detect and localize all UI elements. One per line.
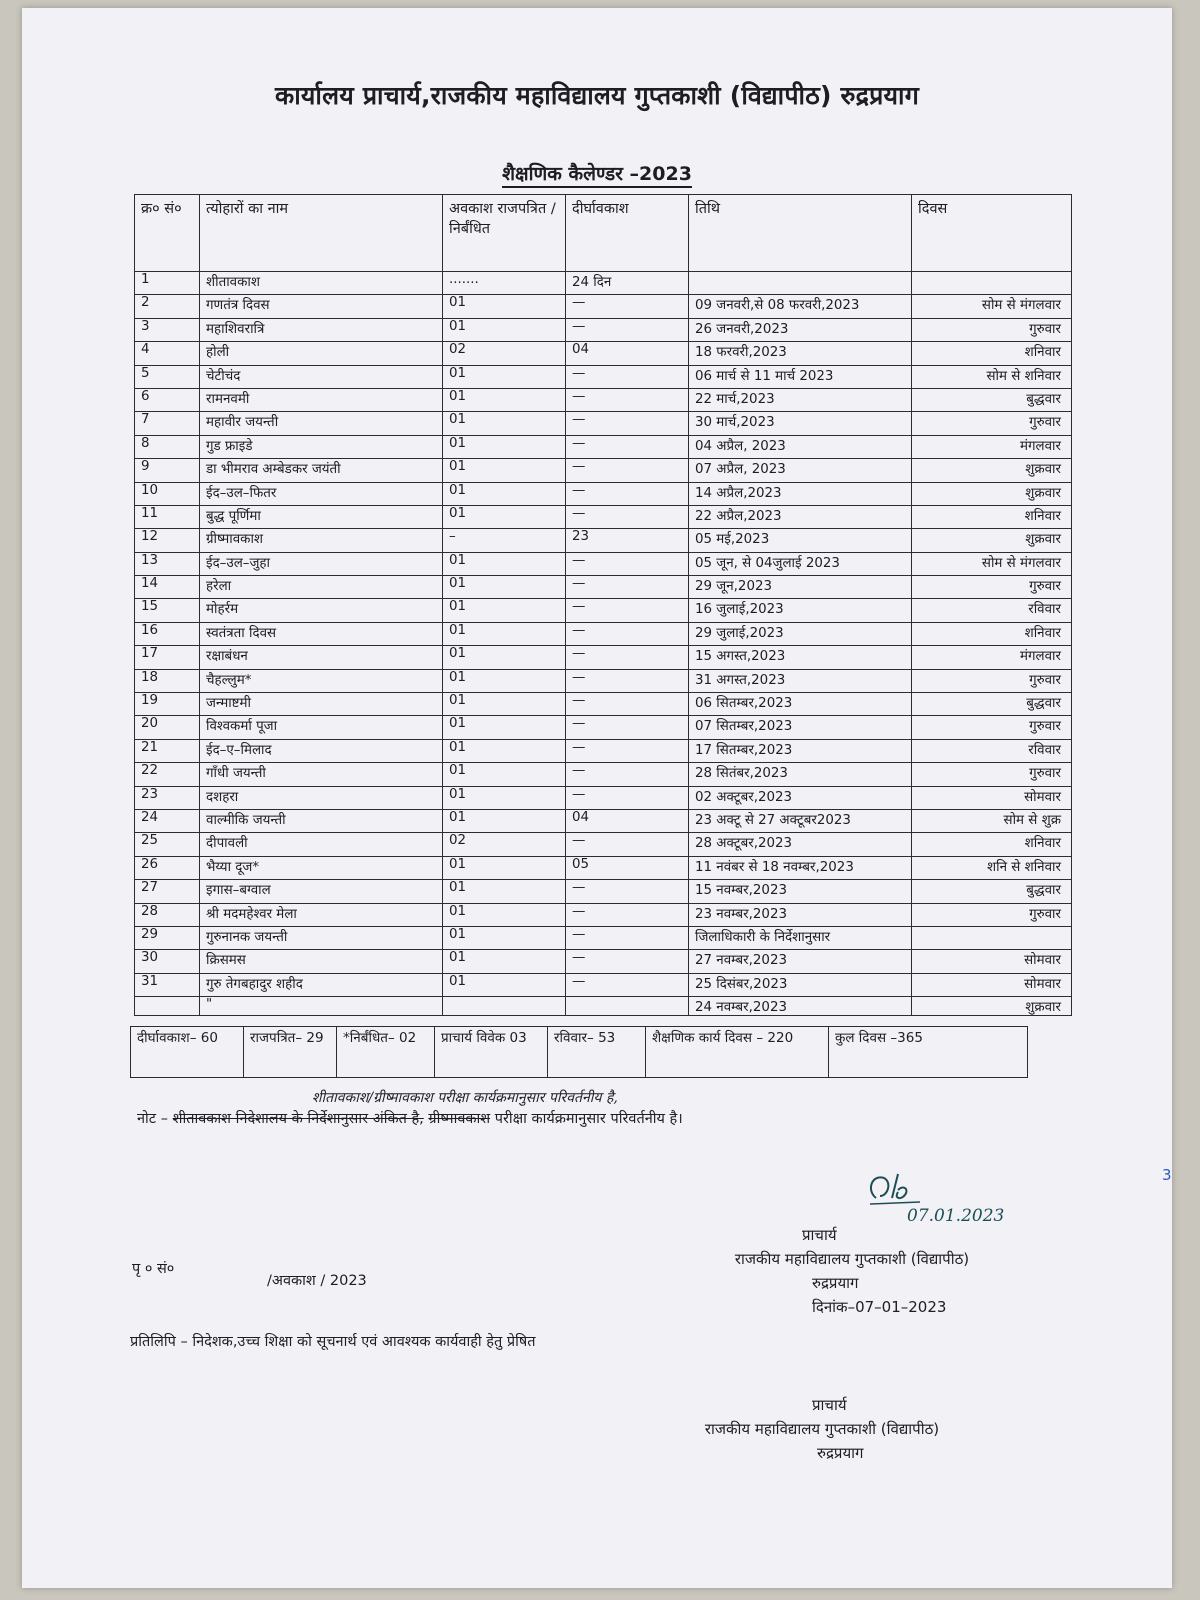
row-leave: 01: [443, 505, 566, 528]
row-long-leave: —: [566, 576, 689, 599]
copy-line: प्रतिलिपि – निदेशक,उच्च शिक्षा को सूचनार्थ एवं आवश्यक कार्यवाही हेतु प्रेषित: [130, 1334, 536, 1350]
row-day-extra: शुक्रवार: [912, 997, 1072, 1016]
table-row: [135, 763, 1072, 786]
row-leave: 01: [443, 950, 566, 973]
row-long-leave: —: [566, 926, 689, 949]
table-row: [135, 412, 1072, 435]
row-festival: रामनवमी: [200, 388, 443, 411]
row-date: 22 अप्रैल,2023: [689, 505, 912, 528]
row-leave: 01: [443, 716, 566, 739]
row-date: 26 जनवरी,2023: [689, 318, 912, 341]
row-serial: 25: [135, 833, 200, 856]
row-leave: 01: [443, 295, 566, 318]
row-leave: 01: [443, 646, 566, 669]
note-text: परीक्षा कार्यक्रमानुसार परिवर्तनीय है।: [494, 1111, 683, 1127]
row-leave: 01: [443, 973, 566, 996]
row-festival: जन्माष्टमी: [200, 693, 443, 716]
row-leave: –: [443, 529, 566, 552]
row-festival: रक्षाबंधन: [200, 646, 443, 669]
table-row: [135, 693, 1072, 716]
row-festival: मोहर्रम: [200, 599, 443, 622]
summary-total-days: कुल दिवस –365: [829, 1027, 1028, 1078]
row-festival: भैय्या दूज*: [200, 856, 443, 879]
col-serial: क्र० सं०: [135, 195, 200, 272]
table-row: [135, 926, 1072, 949]
table-row: [135, 459, 1072, 482]
row-date: 16 जुलाई,2023: [689, 599, 912, 622]
row-day: शनि से शनिवार: [912, 856, 1072, 879]
row-date: 23 अक्टू से 27 अक्टूबर2023: [689, 809, 912, 832]
table-row: [135, 646, 1072, 669]
row-date: जिलाधिकारी के निर्देशानुसार: [689, 926, 912, 949]
row-date: 17 सितम्बर,2023: [689, 739, 912, 762]
table-row: [135, 833, 1072, 856]
row-date: 31 अगस्त,2023: [689, 669, 912, 692]
row-date: 28 अक्टूबर,2023: [689, 833, 912, 856]
row-leave: 01: [443, 693, 566, 716]
row-leave: 01: [443, 926, 566, 949]
summary-gazetted: राजपत्रित– 29: [244, 1027, 337, 1078]
row-date: 02 अक्टूबर,2023: [689, 786, 912, 809]
row-day: शनिवार: [912, 342, 1072, 365]
row-date: 29 जुलाई,2023: [689, 622, 912, 645]
row-date: 14 अप्रैल,2023: [689, 482, 912, 505]
row-date: 07 सितम्बर,2023: [689, 716, 912, 739]
row-leave: 01: [443, 669, 566, 692]
row-serial: 21: [135, 739, 200, 762]
row-leave: 01: [443, 435, 566, 458]
table-row: [135, 950, 1072, 973]
row-serial-extra: [135, 997, 200, 1016]
row-festival: गुरुनानक जयन्ती: [200, 926, 443, 949]
row-day: सोम से मंगलवार: [912, 552, 1072, 575]
summary-row: [131, 1027, 1028, 1078]
table-row: [135, 342, 1072, 365]
row-leave: .......: [443, 272, 566, 295]
col-long-leave: दीर्घावकाश: [566, 195, 689, 272]
row-long-leave: —: [566, 412, 689, 435]
row-serial: 29: [135, 926, 200, 949]
row-day: शुक्रवार: [912, 459, 1072, 482]
calendar-title-text: शैक्षणिक कैलेण्डर –2023: [502, 163, 692, 188]
row-festival: विश्वकर्मा पूजा: [200, 716, 443, 739]
row-festival: वाल्मीकि जयन्ती: [200, 809, 443, 832]
row-festival: इगास–बग्वाल: [200, 880, 443, 903]
row-serial: 24: [135, 809, 200, 832]
table-row: [135, 786, 1072, 809]
row-long-leave: —: [566, 435, 689, 458]
row-day: सोम से शनिवार: [912, 365, 1072, 388]
row-serial: 14: [135, 576, 200, 599]
row-date: 15 नवम्बर,2023: [689, 880, 912, 903]
row-festival: शीतावकाश: [200, 272, 443, 295]
row-serial: 11: [135, 505, 200, 528]
table-body: [135, 272, 1072, 1016]
row-date: 30 मार्च,2023: [689, 412, 912, 435]
table-row: [135, 482, 1072, 505]
table-row: [135, 576, 1072, 599]
row-serial: 1: [135, 272, 200, 295]
row-date: 04 अप्रैल, 2023: [689, 435, 912, 458]
summary-working-days: शैक्षणिक कार्य दिवस – 220: [646, 1027, 829, 1078]
row-long-leave: 24 दिन: [566, 272, 689, 295]
row-date: 28 सितंबर,2023: [689, 763, 912, 786]
signature-icon: [864, 1168, 924, 1208]
row-serial: 3: [135, 318, 200, 341]
row-serial: 31: [135, 973, 200, 996]
row-long-leave-extra: [566, 997, 689, 1016]
calendar-title: [22, 160, 1172, 186]
row-festival: गुरु तेगबहादुर शहीद: [200, 973, 443, 996]
row-festival: डा भीमराव अम्बेडकर जयंती: [200, 459, 443, 482]
row-long-leave: —: [566, 763, 689, 786]
row-day: सोमवार: [912, 786, 1072, 809]
row-long-leave: —: [566, 880, 689, 903]
signature-block-2: [632, 1393, 1012, 1465]
row-date: 18 फरवरी,2023: [689, 342, 912, 365]
table-row: [135, 365, 1072, 388]
table-row: [135, 716, 1072, 739]
sign-place: रुद्रप्रयाग: [812, 1274, 859, 1292]
row-leave: 02: [443, 833, 566, 856]
row-serial: 22: [135, 763, 200, 786]
row-leave: 01: [443, 459, 566, 482]
row-festival: गुड फ्राइडे: [200, 435, 443, 458]
row-date: 05 मई,2023: [689, 529, 912, 552]
table-row: [135, 318, 1072, 341]
table-row: [135, 669, 1072, 692]
summary-sundays: रविवार– 53: [548, 1027, 646, 1078]
row-festival: गाँधी जयन्ती: [200, 763, 443, 786]
col-day: दिवस: [912, 195, 1072, 272]
row-day: [912, 272, 1072, 295]
signature-block: [662, 1223, 1042, 1319]
row-day: सोम से मंगलवार: [912, 295, 1072, 318]
row-day: गुरुवार: [912, 716, 1072, 739]
row-date-extra: 24 नवम्बर,2023: [689, 997, 912, 1016]
row-festival: श्री मदमहेश्वर मेला: [200, 903, 443, 926]
row-day: बुद्धवार: [912, 693, 1072, 716]
row-serial: 10: [135, 482, 200, 505]
table-row: [135, 599, 1072, 622]
sign2-place: रुद्रप्रयाग: [817, 1444, 864, 1462]
note: [137, 1108, 683, 1128]
row-serial: 19: [135, 693, 200, 716]
row-date: 22 मार्च,2023: [689, 388, 912, 411]
row-leave: 01: [443, 739, 566, 762]
row-leave: 02: [443, 342, 566, 365]
row-serial: 2: [135, 295, 200, 318]
row-long-leave: —: [566, 716, 689, 739]
row-leave: 01: [443, 365, 566, 388]
row-day: सोम से शुक्र: [912, 809, 1072, 832]
row-serial: 18: [135, 669, 200, 692]
row-serial: 6: [135, 388, 200, 411]
row-leave: 01: [443, 809, 566, 832]
row-day: शुक्रवार: [912, 529, 1072, 552]
row-long-leave: —: [566, 693, 689, 716]
row-long-leave: —: [566, 669, 689, 692]
row-date: 09 जनवरी,से 08 फरवरी,2023: [689, 295, 912, 318]
table-row: [135, 880, 1072, 903]
row-long-leave: 04: [566, 809, 689, 832]
row-serial: 13: [135, 552, 200, 575]
reference-number: /अवकाश / 2023: [267, 1273, 367, 1289]
row-festival: दशहरा: [200, 786, 443, 809]
row-long-leave: —: [566, 318, 689, 341]
table-row: [135, 435, 1072, 458]
table-row: [135, 552, 1072, 575]
row-day: गुरुवार: [912, 318, 1072, 341]
row-festival: ग्रीष्मावकाश: [200, 529, 443, 552]
note-struck-text: शीतावकाश निदेशालय के निर्देशानुसार अंकित है,: [172, 1111, 424, 1127]
row-day: सोमवार: [912, 950, 1072, 973]
reference-label: पृ ० सं०: [132, 1261, 175, 1277]
summary-principal: प्राचार्य विवेक 03: [435, 1027, 548, 1078]
row-day: गुरुवार: [912, 412, 1072, 435]
col-leave-type: अवकाश राजपत्रित / निर्बंधित: [443, 195, 566, 272]
row-festival-extra: ": [200, 997, 443, 1016]
row-festival: महावीर जयन्ती: [200, 412, 443, 435]
table-row: [135, 973, 1072, 996]
row-day: गुरुवार: [912, 576, 1072, 599]
row-date: 15 अगस्त,2023: [689, 646, 912, 669]
note-label: नोट –: [137, 1111, 168, 1127]
row-long-leave: —: [566, 833, 689, 856]
row-date: 05 जून, से 04जुलाई 2023: [689, 552, 912, 575]
row-festival: स्वतंत्रता दिवस: [200, 622, 443, 645]
row-day: गुरुवार: [912, 669, 1072, 692]
row-day: बुद्धवार: [912, 388, 1072, 411]
table-row: [135, 739, 1072, 762]
row-serial: 4: [135, 342, 200, 365]
table-row: [135, 809, 1072, 832]
office-title: कार्यालय प्राचार्य,राजकीय महाविद्यालय गुप्तकाशी (विद्यापीठ) रुद्रप्रयाग: [275, 81, 919, 110]
col-festival: त्योहारों का नाम: [200, 195, 443, 272]
row-festival: महाशिवरात्रि: [200, 318, 443, 341]
row-day: मंगलवार: [912, 646, 1072, 669]
row-date: 25 दिसंबर,2023: [689, 973, 912, 996]
row-festival: गणतंत्र दिवस: [200, 295, 443, 318]
row-date: 23 नवम्बर,2023: [689, 903, 912, 926]
row-leave: 01: [443, 856, 566, 879]
row-long-leave: —: [566, 365, 689, 388]
row-serial: 16: [135, 622, 200, 645]
row-serial: 5: [135, 365, 200, 388]
row-date: 29 जून,2023: [689, 576, 912, 599]
row-serial: 17: [135, 646, 200, 669]
row-festival: दीपावली: [200, 833, 443, 856]
row-leave: 01: [443, 482, 566, 505]
row-day: सोमवार: [912, 973, 1072, 996]
row-festival: ईद–ए–मिलाद: [200, 739, 443, 762]
table-row: [135, 295, 1072, 318]
row-serial: 30: [135, 950, 200, 973]
row-leave: 01: [443, 763, 566, 786]
summary-long-leave: दीर्घावकाश– 60: [131, 1027, 244, 1078]
row-day: गुरुवार: [912, 903, 1072, 926]
row-leave: 01: [443, 880, 566, 903]
row-festival: बुद्ध पूर्णिमा: [200, 505, 443, 528]
table-row: [135, 529, 1072, 552]
row-day: मंगलवार: [912, 435, 1072, 458]
sign2-college: राजकीय महाविद्यालय गुप्तकाशी (विद्यापीठ): [704, 1420, 940, 1438]
row-long-leave: —: [566, 388, 689, 411]
row-serial: 28: [135, 903, 200, 926]
row-long-leave: —: [566, 295, 689, 318]
row-leave: 01: [443, 599, 566, 622]
row-leave: 01: [443, 388, 566, 411]
row-day: शनिवार: [912, 622, 1072, 645]
row-long-leave: —: [566, 973, 689, 996]
row-festival: होली: [200, 342, 443, 365]
col-date: तिथि: [689, 195, 912, 272]
table-row: [135, 505, 1072, 528]
row-long-leave: 04: [566, 342, 689, 365]
row-leave: 01: [443, 786, 566, 809]
margin-number: 3: [1162, 1166, 1172, 1184]
row-long-leave: —: [566, 739, 689, 762]
row-long-leave: —: [566, 646, 689, 669]
sign-college: राजकीय महाविद्यालय गुप्तकाशी (विद्यापीठ): [734, 1250, 970, 1268]
row-leave: 01: [443, 903, 566, 926]
table-row: [135, 272, 1072, 295]
row-serial: 23: [135, 786, 200, 809]
row-day: गुरुवार: [912, 763, 1072, 786]
row-long-leave: —: [566, 482, 689, 505]
row-day: बुद्धवार: [912, 880, 1072, 903]
row-day: रविवार: [912, 739, 1072, 762]
row-leave: 01: [443, 318, 566, 341]
row-day: शनिवार: [912, 505, 1072, 528]
row-serial: 15: [135, 599, 200, 622]
row-serial: 26: [135, 856, 200, 879]
row-festival: ईद–उल–जुहा: [200, 552, 443, 575]
row-long-leave: —: [566, 599, 689, 622]
row-date: 07 अप्रैल, 2023: [689, 459, 912, 482]
sign-date-line: दिनांक–07–01–2023: [812, 1298, 947, 1316]
row-date: [689, 272, 912, 295]
row-date: 27 नवम्बर,2023: [689, 950, 912, 973]
row-leave: 01: [443, 576, 566, 599]
row-festival: ईद–उल–फितर: [200, 482, 443, 505]
row-festival: क्रिसमस: [200, 950, 443, 973]
row-long-leave: —: [566, 505, 689, 528]
row-long-leave: —: [566, 622, 689, 645]
row-leave-extra: [443, 997, 566, 1016]
sign-designation: प्राचार्य: [802, 1226, 837, 1244]
row-serial: 8: [135, 435, 200, 458]
table-row: [135, 622, 1072, 645]
row-long-leave: —: [566, 903, 689, 926]
row-date: 06 सितम्बर,2023: [689, 693, 912, 716]
row-serial: 9: [135, 459, 200, 482]
signature-date: 07.01.2023: [907, 1206, 1005, 1226]
row-festival: चेटीचंद: [200, 365, 443, 388]
row-long-leave: 05: [566, 856, 689, 879]
note-struck-word: ग्रीष्मावकाश: [428, 1111, 491, 1127]
table-row: [135, 856, 1072, 879]
table-header-row: [135, 195, 1072, 272]
document-page: [22, 8, 1172, 1588]
row-festival: हरेला: [200, 576, 443, 599]
summary-restricted: *निर्बंधित– 02: [337, 1027, 435, 1078]
row-long-leave: —: [566, 950, 689, 973]
row-leave: 01: [443, 412, 566, 435]
row-long-leave: —: [566, 459, 689, 482]
table-row-extra: [135, 997, 1072, 1016]
row-date: 11 नवंबर से 18 नवम्बर,2023: [689, 856, 912, 879]
table-row: [135, 388, 1072, 411]
row-long-leave: —: [566, 786, 689, 809]
row-day: शुक्रवार: [912, 482, 1072, 505]
row-festival: चैहल्लुम*: [200, 669, 443, 692]
handwritten-correction: शीतावकाश/ग्रीष्मावकाश परीक्षा कार्यक्रमानुसार परिवर्तनीय है,: [312, 1090, 618, 1106]
row-date: 06 मार्च से 11 मार्च 2023: [689, 365, 912, 388]
row-day: [912, 926, 1072, 949]
row-serial: 7: [135, 412, 200, 435]
row-day: रविवार: [912, 599, 1072, 622]
holiday-table: [134, 194, 1072, 1016]
row-leave: 01: [443, 622, 566, 645]
row-serial: 20: [135, 716, 200, 739]
row-day: शनिवार: [912, 833, 1072, 856]
summary-table: [130, 1026, 1028, 1078]
row-serial: 12: [135, 529, 200, 552]
row-leave: 01: [443, 552, 566, 575]
row-long-leave: —: [566, 552, 689, 575]
sign2-designation: प्राचार्य: [812, 1396, 847, 1414]
row-serial: 27: [135, 880, 200, 903]
table-row: [135, 903, 1072, 926]
row-long-leave: 23: [566, 529, 689, 552]
